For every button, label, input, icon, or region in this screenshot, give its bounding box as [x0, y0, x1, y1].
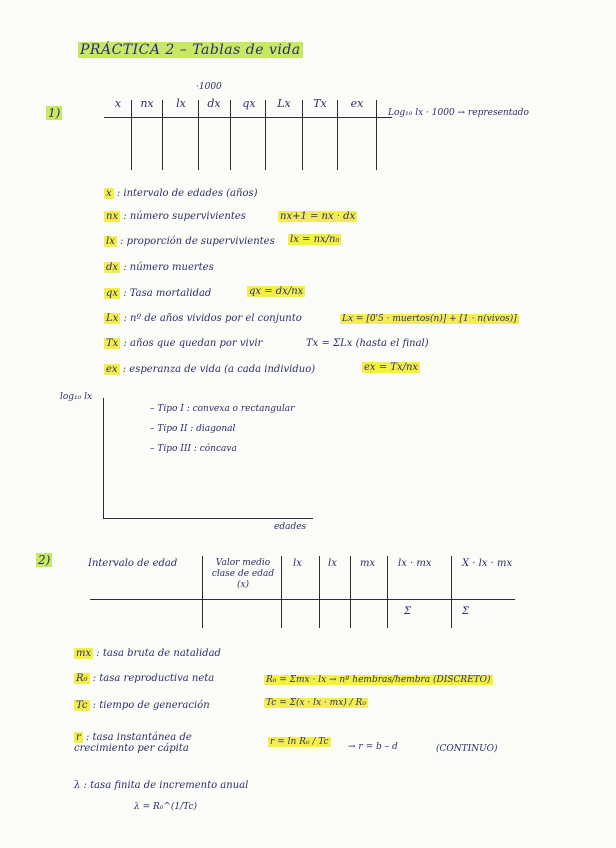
page-title: PRÁCTICA 2 – Tablas de vida: [80, 42, 301, 58]
def-dx: dx : número muertes: [106, 262, 214, 273]
formula-qx: qx = dx/nx: [249, 286, 304, 297]
t2-header-mean: Valor medio clase de edad (x): [211, 558, 275, 590]
formula-nx: nx+1 = nx · dx: [280, 211, 356, 222]
t2-header-interval: Intervalo de edad: [88, 558, 178, 569]
def-Lx: Lx : nº de años vividos por el conjunto: [106, 313, 302, 324]
type-3: – Tipo III : cóncava: [150, 444, 237, 454]
formula-lx: lx = nx/n₀: [290, 234, 340, 245]
formula-Tc: Tc = Σ(x · lx · mx) / R₀: [266, 698, 366, 708]
header-qx: qx: [242, 97, 256, 110]
graph-xlabel: edades: [274, 522, 307, 532]
graph-ylabel: log₁₀ lx: [60, 392, 93, 402]
def-nx: nx : número supervivientes: [106, 211, 246, 222]
section-2-number: 2): [38, 553, 51, 567]
header-dx: dx: [207, 97, 221, 110]
def-lx: lx : proporción de supervivientes: [106, 236, 275, 247]
header-Tx: Tx: [313, 97, 327, 110]
formula-Tx: Tx = ΣLx (hasta el final): [306, 338, 429, 349]
formula-R0: R₀ = Σmx · lx → nº hembras/hembra (DISCRETO): [266, 675, 491, 685]
t2-header-mx: mx: [360, 558, 376, 569]
section-1-number: 1): [48, 106, 61, 120]
type-1: – Tipo I : convexa o rectangular: [150, 404, 295, 414]
header-ex: ex: [350, 97, 364, 110]
formula-ex: ex = Tx/nx: [364, 362, 419, 373]
r-mode: (CONTINUO): [436, 744, 498, 754]
header-nx: nx: [140, 97, 154, 110]
def-Tx: Tx : años que quedan por vivir: [106, 338, 263, 349]
formula-Lx: Lx = [0'5 · muertos(n)] + [1 · n(vivos)]: [342, 314, 517, 324]
def-mx: mx : tasa bruta de natalidad: [76, 648, 221, 659]
formula-lambda: λ = R₀^(1/Tc): [134, 802, 198, 812]
t2-header-xlxmx: X · lx · mx: [462, 558, 513, 569]
def-ex: ex : esperanza de vida (a cada individuo): [106, 364, 316, 375]
def-R0: R₀ : tasa reproductiva neta: [76, 673, 215, 684]
def-Tc: Tc : tiempo de generación: [76, 700, 210, 711]
header-x: x: [114, 97, 122, 110]
t2-header-lx2: lx: [328, 558, 337, 569]
header-lx: lx: [176, 97, 186, 110]
formula-r: r = ln R₀ / Tc: [270, 737, 329, 747]
lx-note: ·1000: [196, 82, 222, 92]
def-lambda: λ : tasa finita de incremento anual: [74, 780, 249, 791]
def-r: r : tasa instantánea de crecimiento per cápita: [74, 732, 192, 754]
header-Lx: Lx: [277, 97, 291, 110]
sum-lxmx: Σ: [404, 606, 412, 617]
r-extra: → r = b – d: [348, 742, 398, 752]
type-2: – Tipo II : diagonal: [150, 424, 236, 434]
sum-xlxmx: Σ: [462, 606, 470, 617]
def-qx: qx : Tasa mortalidad: [106, 288, 212, 299]
def-x: x : intervalo de edades (años): [106, 188, 258, 199]
t2-header-lx: lx: [293, 558, 302, 569]
t2-header-lxmx: lx · mx: [398, 558, 432, 569]
log-note: Log₁₀ lx · 1000 → representado: [388, 108, 529, 118]
